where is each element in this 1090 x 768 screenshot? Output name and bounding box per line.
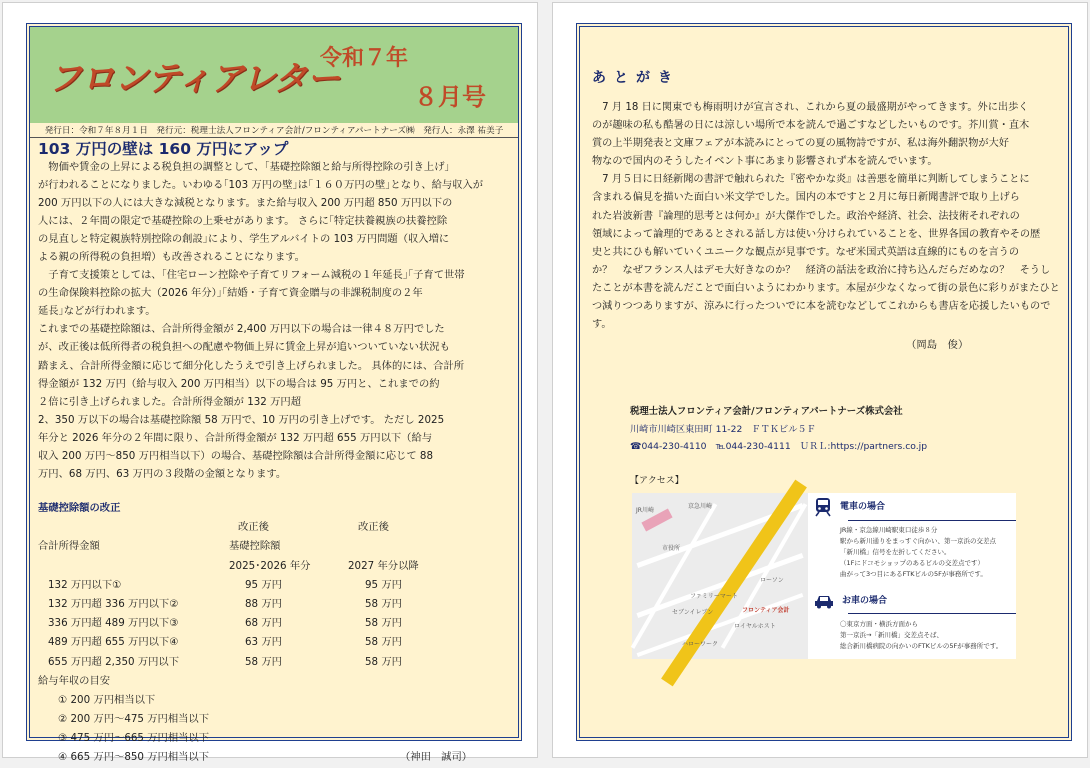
newsletter-frame: [576, 23, 1072, 741]
table-cell-2025: 58 万円: [245, 655, 282, 668]
afterword-body: [592, 99, 1062, 334]
train-direction: （1Fにドコモショップのあるビルの交差点です）: [840, 559, 984, 567]
access-map-panel: [632, 493, 1016, 659]
access-label: 【アクセス】: [630, 476, 684, 486]
main-road: [661, 480, 807, 687]
deduction-table: [38, 499, 516, 768]
issue-month: ８月号: [414, 83, 486, 111]
car-direction: 〇東京方面・横浜方面から: [840, 620, 918, 628]
access-directions: [810, 493, 1016, 659]
table-cell-2025: 88 万円: [245, 597, 282, 610]
table-head-revised-b: 改正後: [358, 521, 389, 534]
car-direction: 第一京浜→「新川橋」交差点そば、: [840, 631, 943, 639]
afterword-line: 領域によって論理的であるとされる話し方は使い分けられていることを、世界各国の教育やその歴: [592, 228, 1041, 240]
article-line: 踏まえ、合計所得金額に応じて細分化したうえで引き上げられました。 具体的には、合計所: [38, 359, 465, 372]
access-map: [632, 493, 808, 659]
article-line: 200 万円以下の人には大きな減税となります。また給与収入 200 万円超 850 万円以下の: [38, 197, 453, 210]
newsletter-frame: [26, 23, 522, 764]
table-row: [38, 653, 516, 672]
table-cell-2027: 58 万円: [365, 655, 402, 668]
newsletter-logo: フロンティアレター: [48, 59, 340, 99]
map-label: ハローワーク: [682, 641, 719, 648]
afterword-line: か？ なぜフランス人はデモ大好きなのか？ 経済の話法を政治に持ち込んだらだめなの？ そうし: [592, 264, 1051, 276]
article-body: [38, 158, 516, 483]
afterword-line: 含まれる偏見を描いた面白い米文学でした。国内の本ですと２月に毎日新聞書評で取り上げら: [592, 192, 1020, 204]
afterword-line: 賞の上半期発表と文庫フェアが本読みにとっての夏の風物詩ですが、私は海外翻訳物が大好: [592, 138, 1009, 150]
train-direction: 駅から新川通りをまっすぐ向かい、第一京浜の交差点: [840, 537, 996, 545]
train-heading: [814, 497, 885, 517]
afterword-line: のが趣味の私も酷暑の日には涼しい場所で本を読んで過ごすなどしたいものです。芥川賞・直木: [592, 120, 1030, 132]
company-address: 川崎市川崎区東田町 11-22 ＦＴＫビル５Ｆ: [630, 424, 816, 435]
page-2: [552, 2, 1088, 758]
train-direction: 曲がって3つ目にあるFTKビルの5Fが事務所です。: [840, 570, 987, 578]
company-name: 税理士法人フロンティア会計/フロンティアパートナーズ株式会社: [630, 406, 903, 417]
afterword-line: 史と共にひも解いていくユニークな観点が見事です。なぜ米国式英語は直線的にものを言うの: [592, 246, 1020, 258]
table-cell-2025: 95 万円: [245, 578, 282, 591]
table-cell-2027: 58 万円: [365, 617, 402, 630]
table-row: [38, 576, 516, 595]
income-guide-item: ① 200 万円相当以下: [58, 693, 156, 706]
map-label: ロイヤルホスト: [734, 623, 776, 630]
article-line: 年分と 2026 年分の２年間に限り、合計所得金額が 132 万円超 655 万円以下（給与: [38, 431, 433, 444]
afterword-line: れた岩波新書『論理的思考とは何か』が大傑作でした。政治や経済、社会、法技術それぞれの: [592, 210, 1020, 222]
table-cell-range: 132 万円以下①: [48, 578, 122, 591]
article-line: 万円、68 万円、63 万円の３段階の金額となります。: [38, 467, 287, 480]
car-heading: [814, 593, 887, 609]
afterword-line: す。: [592, 319, 612, 331]
afterword-line: 7 月 18 日に関東でも梅雨明けが宣言され、これから夏の最盛期がやってきます。外に出歩く: [592, 102, 1029, 113]
afterword-line: 7 月５日に日経新聞の書評で触れられた『密やかな炎』は善悪を簡単に判断してしまうことに: [592, 174, 1030, 186]
afterword-title: あとがき: [592, 70, 680, 86]
table-cell-2025: 63 万円: [245, 636, 282, 649]
map-label: ローソン: [760, 577, 784, 584]
page-1: [2, 2, 538, 764]
article-line: 人には、２年間の限定で基礎控除の上乗せがあります。 さらに｢特定扶養親族の扶養控除: [38, 215, 448, 228]
table-cell-2027: 95 万円: [365, 578, 402, 591]
issue-year: 令和７年: [320, 46, 409, 71]
article-line: よる親の所得税の負担増）も改善されることになります。: [38, 251, 305, 264]
table-row: [38, 633, 516, 652]
table-cell-range: 655 万円超 2,350 万円以下: [48, 655, 180, 668]
article-line: ２倍に引き上げられました。合計所得金額が 132 万円超: [38, 395, 302, 408]
map-label: 京急川崎: [688, 503, 713, 510]
table-head-2025: 2025･2026 年分: [229, 559, 311, 572]
masthead: [30, 27, 518, 123]
table-head-deduction: 基礎控除額: [229, 540, 281, 553]
table-head-2027: 2027 年分以降: [348, 559, 419, 572]
map-label: セブンイレブン: [672, 609, 714, 616]
article-line: 子育て支援策としては、｢住宅ローン控除や子育てリフォーム減税の１年延長｣｢子育て世帯: [38, 269, 465, 282]
table-cell-2027: 58 万円: [365, 597, 402, 610]
table-row: [38, 595, 516, 614]
article-line: 2、350 万以下の場合は基礎控除額 58 万円で、10 万円の引き上げです。 ただし 2025: [38, 413, 445, 426]
table-cell-range: 132 万円超 336 万円以下②: [48, 597, 179, 610]
article-line: が、改正後は低所得者の税負担への配慮や物価上昇に賃金上昇が追いついていない状況も: [38, 341, 450, 354]
article-line: 延長｣などが行われます。: [38, 305, 156, 318]
map-label: JR川崎: [636, 507, 654, 514]
car-icon: [814, 593, 834, 609]
table-cell-2027: 58 万円: [365, 636, 402, 649]
article-line: これまでの基礎控除額は、合計所得金額が 2,400 万円以下の場合は一律４８万円でした: [38, 323, 445, 336]
article-title: 103 万円の壁は 160 万円にアップ: [38, 140, 289, 158]
table-head-revised-a: 改正後: [238, 521, 269, 534]
article-line: の見直しと特定親族特別控除の創設｣により、学生アルバイトの 103 万円問題（収入増に: [38, 233, 450, 246]
train-title: 電車の場合: [840, 501, 886, 512]
office-marker: フロンティア会計: [742, 607, 790, 614]
train-direction: 「新川橋」信号を左折してください。: [840, 548, 951, 556]
publication-info: 発行日：令和７年８月１日 発行元：税理士法人フロンティア会計/フロンティアパートナーズ㈱ 発行人：永澤 祐美子: [30, 124, 518, 138]
article-line: の生命保険料控除の拡大（2026 年分）｣｢結婚・子育て資金贈与の非課税制度の２年: [38, 287, 423, 300]
income-guide-item: ③ 475 万円～665 万円相当以下: [58, 732, 210, 745]
article-author: （神田 誠司）: [400, 751, 473, 764]
article-line: 得金額が 132 万円（給与収入 200 万円相当）以下の場合は 95 万円と、これまでの約: [38, 377, 440, 390]
afterword-line: たことが本書を読んだことで面白いようにわかります。本屋が少なくなって街の景色に彩りがまたひと: [592, 282, 1060, 294]
car-title: お車の場合: [842, 595, 888, 606]
table-row: [38, 614, 516, 633]
train-direction: JR線・京急線川崎駅東口徒歩８分: [840, 526, 938, 534]
afterword-line: 物なので国内のそうしたイベント事にあまり影響されず本を読んでいます。: [592, 156, 938, 168]
car-direction: 総合新川橋病院の向かいのFTKビルの5Fが事務所です。: [840, 642, 1003, 650]
afterword-line: つ減りつつありますが、涼みに行ったついでに本を読むなどしてこれからも書店を応援したいもので: [592, 301, 1051, 313]
table-cell-range: 336 万円超 489 万円以下③: [48, 617, 179, 630]
train-icon: [814, 497, 832, 517]
article-line: が行われることになりました。いわゆる｢103 万円の壁｣は｢１６０万円の壁｣となり、給与収入が: [38, 179, 484, 192]
article-line: 収入 200 万円～850 万円相当以下）の場合、基礎控除額は合計所得金額に応じて 88: [38, 449, 434, 462]
map-label: ファミリーマート: [690, 593, 738, 600]
table-cell-2025: 68 万円: [245, 617, 282, 630]
income-guide-item: ④ 665 万円～850 万円相当以下: [58, 751, 210, 764]
article-line: 物価や賃金の上昇による税負担の調整として、｢基礎控除額と給与所得控除の引き上げ｣: [38, 161, 450, 173]
income-guide-item: ② 200 万円～475 万円相当以下: [58, 713, 210, 726]
table-title: 基礎控除額の改正: [38, 502, 121, 514]
table-head-income: 合計所得金額: [38, 540, 100, 553]
map-label: 市役所: [662, 545, 681, 552]
company-contact: ☎044-230-4110 ℡044-230-4111 ＵＲＬ:https://partners.co.jp: [630, 441, 928, 452]
afterword-author: （岡島 俊）: [906, 339, 969, 351]
income-guide-title: 給与年収の目安: [38, 674, 111, 687]
table-cell-range: 489 万円超 655 万円以下④: [48, 636, 179, 649]
